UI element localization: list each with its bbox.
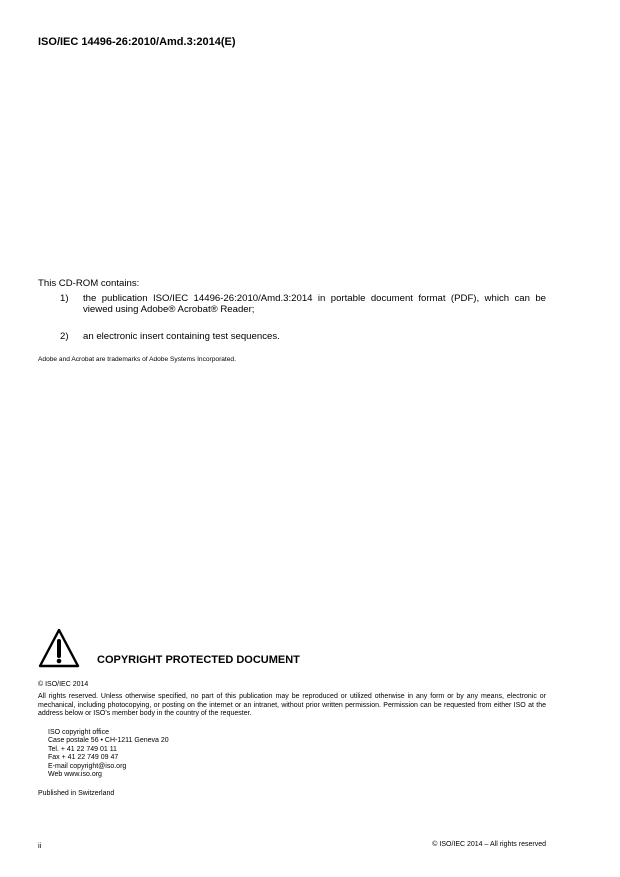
address-line: ISO copyright office [48, 729, 109, 736]
list-item-text: the publication ISO/IEC 14496-26:2010/Amd.3:2014 in portable document format (PDF), which can be viewed using Adobe® Acrobat® Reader; [83, 293, 546, 315]
rights-statement: All rights reserved. Unless otherwise specified, no part of this publication may be reproduced or utilized otherwise in any form or by any means, electronic or mechanical, including photocopying, or posting on the internet or an intranet, without prior written permission. Permission can be requested from either ISO at the address below or ISO’s member body in the country of the requester. [38, 693, 546, 718]
list-item-number: 2) [60, 331, 69, 342]
published-in: Published in Switzerland [38, 790, 115, 797]
address-line: Tel. + 41 22 749 01 11 [48, 745, 117, 753]
document-id: ISO/IEC 14496-26:2010/Amd.3:2014(E) [38, 36, 236, 48]
cdrom-intro: This CD-ROM contains: [38, 278, 140, 289]
address-line: Fax + 41 22 749 09 47 [48, 754, 119, 762]
list-item-number: 1) [60, 293, 69, 304]
trademark-note: Adobe and Acrobat are trademarks of Adobe Systems Incorporated. [38, 356, 236, 363]
address-block [48, 729, 169, 779]
address-line: Web www.iso.org [48, 771, 102, 779]
address-line: E-mail copyright@iso.org [48, 762, 127, 770]
copyright-line: © ISO/IEC 2014 [38, 681, 89, 688]
address-line: Case postale 56 • CH-1211 Geneva 20 [48, 737, 169, 745]
list-item-text: an electronic insert containing test sequences. [83, 331, 280, 342]
copyright-title: COPYRIGHT PROTECTED DOCUMENT [97, 654, 300, 666]
footer-copyright: © ISO/IEC 2014 – All rights reserved [432, 841, 546, 848]
warning-triangle-icon [38, 627, 80, 669]
page-number: ii [38, 841, 42, 850]
